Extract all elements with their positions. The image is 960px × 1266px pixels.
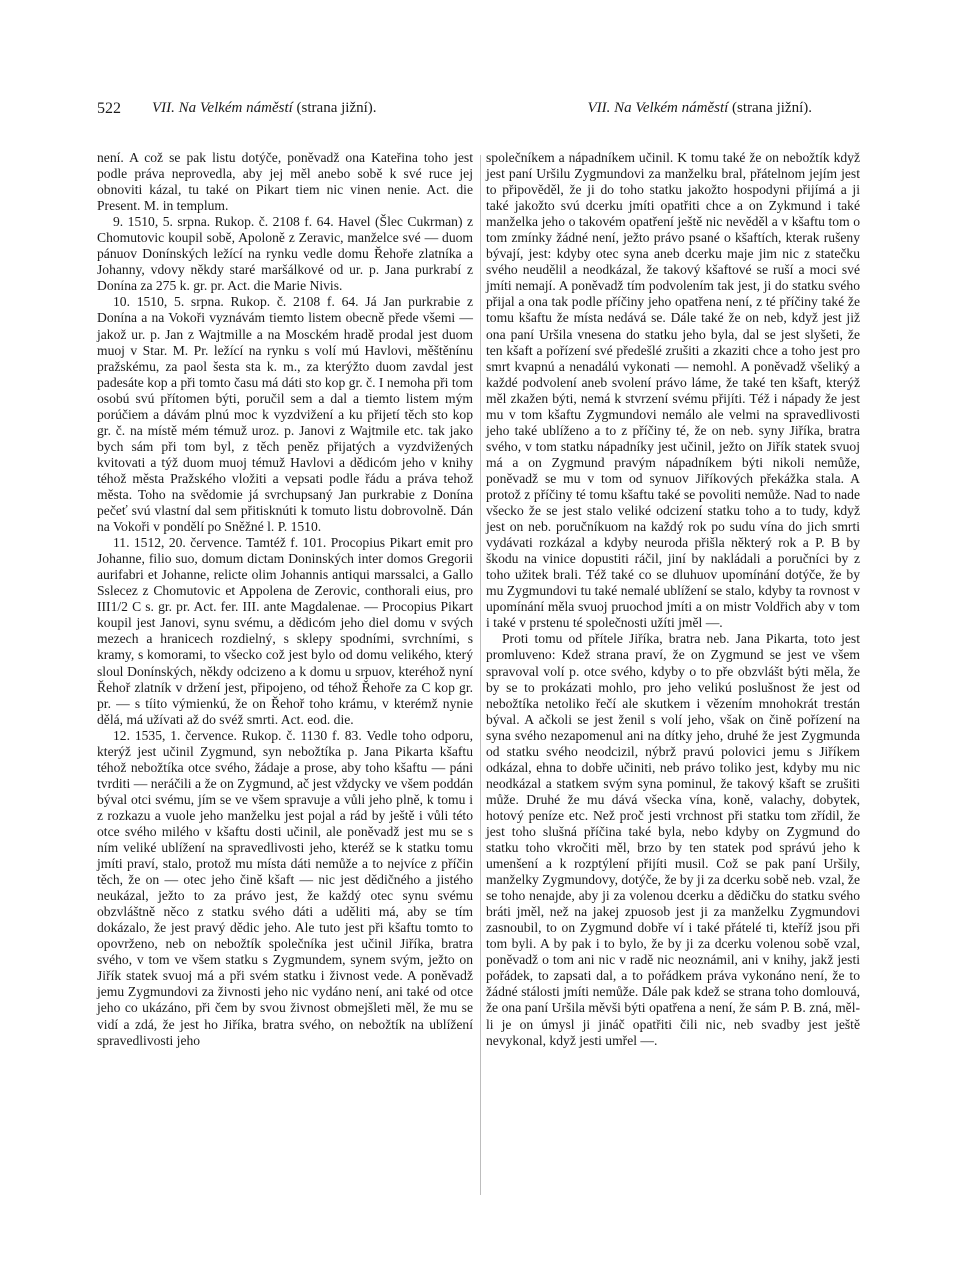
- right-text-column: [486, 150, 860, 1049]
- column-divider: [480, 155, 481, 1195]
- paragraph: společníkem a nápadníkem učinil. K tomu také že on nebožtík když jest paní Uršilu Zygmundovi za manželku bral, přátelnom jejím jest to připověděl, že ji do toho statku jakožto hospodyni přijímá a ji také jakožto svú dcerku jmíti opatřiti chce a on Zykmund i také manželka jeho o takovém opatření ještě nic nevěděl a v kšaftu tom o tom zmínky žádné není, ježto právo psané o kšaftích, kterak rušeny bývají, jest: kdyby otec syna aneb dcerku maje jim nic z statečku svého neudělil a neodkázal, že takový kšaftové se ruší a moci své jmíti nemají. A poněvadž tím podvolením tak jest, ji do statku svého přijal a ona tak podle příčiny jeho opatřena není, z té příčiny také že tomu kšaftu že místa nedává se. Dále také že on neb, když jest již ona paní Uršila vnesena do statku jeho byla, dal se jest slyšeti, že ten kšaft a pořízení své předešlé zrušiti a zkaziti chce a toho jest pro smrt kvapnú a nenadálú vykonati — nemohl. A poněvadž všeliký a každé podvolení aneb svolení právo láme, že také ten kšaft, kterýž měl zkažen býti, nemá k stvrzení svému přijíti. Též i nápady že jest mu v tom kšaftu Zygmundovi nemálo ale velmi na spravedlivosti jeho také ublíženo a to z příčiny té, že on neb. syny Jiříka, bratra svého, v tom statku nápadníky jest učinil, ježto on Jiřík statek svuoj má a on Zygmund pravým nápadníkem býti nikoli nemůže, poněvadž se mu v tom od synuov Jiříkových překážka stala. A protož z příčiny té tomu kšaftu také se povoliti nemůže. Nad to nade všecko že se jest stalo veliké odcizení statku toho a to tudy, když jest on neb. poručníkuom na každý rok po sudu vína do jich smrti vydávati rozkázal a kdyby neuroda přišla některý rok a P. B by škodu na vinice dopustiti ráčil, jiní by nakládali a poručníci by z toho užitek brali. Též také co se dluhuov upomínání dotýče, že by mu Zygmundovi tu také nemalé ublížení se stalo, kdyby ta rovnost v upomínání měla svuoj pruochod jmíti a on mistr Voldřich aby v tom i také v prstenu té společnosti užíti jměl —.: [486, 150, 860, 631]
- running-head-left-subtitle: (strana jižní).: [296, 100, 377, 116]
- running-header: [97, 100, 812, 122]
- paragraph: 12. 1535, 1. července. Rukop. č. 1130 f. 83. Vedle toho odporu, kterýž jest učinil Zygmund, syn nebožtíka p. Jana Pikarta kšaftu téhož nebožtíka otce svého, žádaje a prose, aby toho kšaftu — páni tvrditi — neráčili a že on Zygmund, ač jest vždycky ve všem poddán býval otci svému, jím se ve všem spravuje a vůli jeho plně, k tomu i z rozkazu a vuole jeho manželku jest pojal a rád by ještě i vůli této otce svého milého v kšaftu dosti učinil, ale poněvadž jest mu se s ním veliké ublížení na spravedlivosti jeho, kteréž se k statku tomu jmíti praví, stalo, protož mu místa dáti nemůže a to nejvíce z příčin těch, že on — otec jeho čině kšaft — nic jest dědičného a jistého neukázal, ježto to za právo jest, že každý otec synu svému obzvláštně něco z statku svého dáti a uděliti má, aby se tím dokázalo, že jest pravý dědic jeho. Ale tuto jest při kšaftu tomto to opovrženo, neb on nebožtík společníka jest učinil Jiříka, bratra svého, v tom ve všem statku s Zygmundem, synem svým, ježto on Jiřík statek svuoj má a při svém statku i živnost vede. A poněvadž jemu Zygmundovi za živnosti jeho nic vydáno není, ani také od otce jeho co ukázáno, při čem by svou živnost obmejšleti měl, že mu se vidí a zdá, že jest ho Jiříka, bratra svého, on nebožtík na ublížení spravedlivosti jeho: [97, 727, 473, 1048]
- paragraph: není. A což se pak listu dotýče, poněvadž ona Kateřina toho jest podle práva neprovedla, aby jej měl anebo sobě k své ruce jej obnoviti kázal, tu také on Pikart tiem nic vinen nenie. Act. die Present. M. in templum.: [97, 150, 473, 214]
- running-head-right-title: VII. Na Velkém náměstí: [587, 100, 729, 116]
- running-head-right: [587, 100, 812, 117]
- running-head-right-subtitle: (strana jižní).: [732, 100, 812, 116]
- paragraph: 11. 1512, 20. července. Tamtéž f. 101. Procopius Pikart emit pro Johanne, filio suo, domum dictam Doninských inter domos Gregorii aurifabri et Johanne, relicte olim Johannis antiqui marssalci, a Gallo Sslecez z Chomutovic et Appolena de Zerovic, conthorali eius, pro III1/2 C s. gr. pr. Act. fer. III. ante Magdalenae. — Procopius Pikart koupil jest Janovi, synu svému, a dědicóm jeho diel domu v svých mezech a hranicech rozdielný, s sklepy spodními, svrchními, s kramy, s komorami, to všecko což jest bylo od domu velikého, který sloul Donínských, někdy odcizeno a k domu u srpuov, kteréhož nyní Řehoř zlatník v držení jest, připojeno, od téhož Řehoře za C kop gr. pr. — s tíito výmienkú, že on Řehoř toho krámu, v kterémž nynie dělá, má užívati až do svéž smrti. Act. eod. die.: [97, 535, 473, 727]
- paragraph: Proti tomu od přítele Jiříka, bratra neb. Jana Pikarta, toto jest promluveno: Kdež strana praví, že on Zygmund se jest ve všem spravoval volí p. otce svého, kdyby o to pře obzvlášt býti měla, že by se to prokázati mohlo, pro jeho velikú poslušnost že jest od nebožtíka netoliko řečí ale skutkem i vězením mnohokrát trestán býval. A ačkoli se jest ženil s volí jeho, však on čině pořízení na syna svého nezapomenul ani na dítky jeho, druhé že jest Zygmunda od statku svého neodcizil, nýbrž pravú polovici jemu s Jiříkem odkázal, ehna to dobře učiniti, neb právo toliko jest, kdyby mu nic neodkázal a statkem svým syna pominul, že takový kšaft se zrušiti může. Druhé že mu dává všecka vína, koně, valachy, dobytek, hotový peníze etc. Než proč jesti vrchnost při statku tom zřídil, že jest toho slušná příčina také byla, nebo kdyby on Zygmund do statku toho vkročiti měl, brzo by ten statek pod správú jeho k umenšení a k rozptýlení přijíti musil. Což se pak paní Uršily, manželky Zygmundovy, dotýče, že by ji za dcerku sobě neb. vzal, že se toho nenajde, aby ji za volenou dcerku a dědičku do statku svého bráti jměl, než na jakej zpuosob jest ji za manželku Zygmundovi zasnoubil, to on Zygmund dobře ví i také přátelé ti, kteříž jsou při tom byli. A by pak i to bylo, že by ji za dcerku volenou sobě vzal, poněvadž o tom ani nic v radě nic neoznámil, ani v knihy, jakž jesti pořádek, to zapsati dal, a to pořádkem práva vykonáno není, že to žádné stálosti jmíti nemůže. Dále pak kdež se strana toho domlouvá, že ona paní Uršila měvši býti opatřena a není, že sám P. B. zná, měl-li je on úmysl ji jináč opatřiti čili nic, neb svadby jest ještě nevykonal, když jesti umřel —.: [486, 631, 860, 1048]
- paragraph: 10. 1510, 5. srpna. Rukop. č. 2108 f. 64. Já Jan purkrabie z Donína a na Vokoři vyznávám tiemto listem obecně přede všemi — jakož ur. p. Jan z Wajtmille a na Mosckém hradě prodal jest duom muoj v Star. M. Pr. ležící na rynku s volí mú Havlovi, měštěnínu pražskému, za paol šesta sta k. m., za kterýžto duom zavdal jest padesáte kop a při tomto času má dáti sto kop gr. č. I nemoha při tom osobú svú přítomen býti, poručil sem a dal a tiemto listem mým porúčiem a dávám plnú moc k vyzdvižení a ku přijetí těch sto kop gr. č. na místě mém témuž uroz. p. Janovi z Wajtmile etc. tak jako bych sám při tom byl, z těch peněz přijatých a vyzdvižených kvitovati a týž duom muoj témuž Havlovi a dědicóm jeho v knihy téhož města Pražského vložiti a vepsati podle řádu a práva tehož města. Toho na svědomie já svrchupsaný Jan purkrabie z Donína pečeť svú vlastní dal sem přitisknúti k tomuto listu dobrovolně. Dán na Vokoři v pondělí po Sněžné l. P. 1510.: [97, 294, 473, 535]
- page-number: 522: [97, 100, 121, 117]
- running-head-left: [152, 100, 377, 117]
- left-text-column: [97, 150, 473, 1049]
- paragraph: 9. 1510, 5. srpna. Rukop. č. 2108 f. 64. Havel (Šlec Cukrman) z Chomutovic koupil sobě, Apoloně z Zeravic, manželce své — duom pánuov Donínských ležící na rynku vedle domu Řehoře zlatníka a Johanny, vdovy někdy staré maršálkové od ur. p. Jana purkrabí z Donína za 275 k. gr. pr. Act. die Marie Nivis.: [97, 214, 473, 294]
- running-head-left-title: VII. Na Velkém náměstí: [152, 100, 293, 116]
